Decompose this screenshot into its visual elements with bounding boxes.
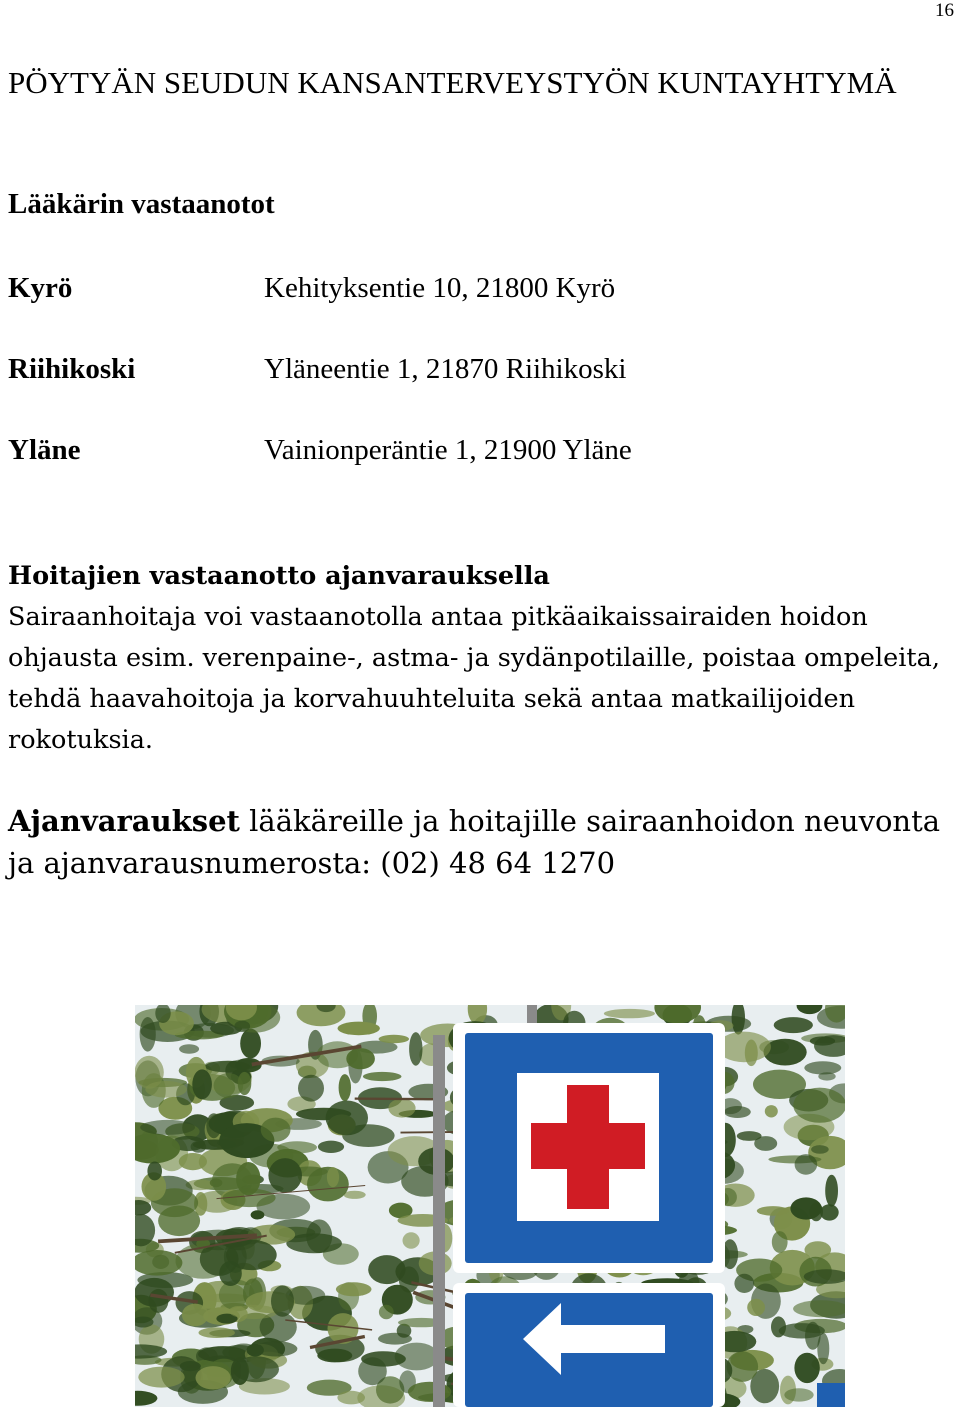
foliage-clump bbox=[379, 1305, 394, 1320]
foliage-clump bbox=[145, 1081, 187, 1098]
foliage-clump bbox=[135, 1278, 174, 1307]
foliage-clump bbox=[337, 1391, 365, 1405]
foliage-clump bbox=[271, 1285, 294, 1316]
location-name: Yläne bbox=[8, 434, 81, 466]
foliage-clump bbox=[247, 1344, 264, 1357]
foliage-clump bbox=[326, 1101, 368, 1136]
location-address: Vainionperäntie 1, 21900 Yläne bbox=[264, 434, 632, 466]
foliage-clump bbox=[179, 1044, 199, 1053]
foliage-clump bbox=[251, 1210, 265, 1219]
sign-photo-illustration bbox=[135, 1005, 845, 1407]
location-address: Kehityksentie 10, 21800 Kyrö bbox=[264, 272, 616, 304]
foliage-clump bbox=[138, 1367, 184, 1388]
section-heading-doctor-appointments: Lääkärin vastaanotot bbox=[8, 188, 275, 220]
sign-pole bbox=[527, 1005, 537, 1025]
foliage-clump bbox=[233, 1356, 279, 1382]
location-row bbox=[8, 353, 908, 393]
foliage-clump bbox=[409, 1032, 422, 1066]
foliage-clump bbox=[793, 1088, 845, 1123]
location-name: Kyrö bbox=[8, 272, 73, 304]
foliage-clump bbox=[140, 1017, 156, 1052]
foliage-clump bbox=[261, 1118, 291, 1142]
location-address: Yläneentie 1, 21870 Riihikoski bbox=[264, 353, 627, 385]
booking-text: lääkäreille ja hoitajille sairaanhoidon neuvonta ja ajanvarausnumerosta: (02) 48 64 1270 bbox=[8, 804, 941, 880]
foliage-clump bbox=[811, 1145, 829, 1154]
booking-info bbox=[8, 800, 953, 884]
foliage-clump bbox=[238, 1072, 252, 1095]
foliage-clump bbox=[804, 1061, 841, 1074]
foliage-clump bbox=[182, 1304, 209, 1327]
foliage-clump bbox=[180, 1361, 201, 1371]
foliage-clump bbox=[820, 1204, 839, 1220]
nurse-appointments-heading: Hoitajien vastaanotto ajanvarauksella bbox=[8, 561, 550, 591]
foliage-clump bbox=[234, 1021, 250, 1032]
organization-title: PÖYTYÄN SEUDUN KANSANTERVEYSTYÖN KUNTAYHTYMÄ bbox=[8, 65, 897, 100]
foliage-clump bbox=[604, 1009, 655, 1018]
foliage-clump bbox=[757, 1206, 789, 1216]
tree-branch bbox=[355, 1099, 445, 1100]
foliage-clump bbox=[737, 1131, 762, 1141]
foliage-clump bbox=[790, 1197, 821, 1219]
nurse-appointments-section bbox=[8, 556, 953, 761]
booking-lead: Ajanvaraukset bbox=[8, 804, 240, 838]
foliage-clump bbox=[327, 1167, 339, 1187]
foliage-clump bbox=[734, 1274, 754, 1293]
foliage-clump bbox=[338, 1022, 380, 1036]
foliage-clump bbox=[219, 1261, 242, 1286]
foliage-clump bbox=[747, 1299, 765, 1316]
page-number: 16 bbox=[935, 0, 954, 21]
foliage-clump bbox=[179, 1153, 207, 1170]
location-name: Riihikoski bbox=[8, 353, 136, 385]
location-row bbox=[8, 272, 908, 312]
foliage-clump bbox=[199, 1327, 235, 1338]
red-cross-icon-bar bbox=[531, 1123, 645, 1169]
foliage-clump bbox=[196, 1366, 231, 1389]
foliage-clump bbox=[765, 1105, 778, 1117]
foliage-clump bbox=[379, 1035, 409, 1043]
foliage-clump bbox=[403, 1232, 420, 1248]
foliage-clump bbox=[318, 1141, 344, 1153]
foliage-clump bbox=[298, 1075, 324, 1102]
foliage-clump bbox=[358, 1357, 387, 1385]
foliage-clump bbox=[388, 1099, 415, 1118]
foliage-clump bbox=[772, 1231, 788, 1253]
foliage-clump bbox=[268, 1158, 302, 1193]
foliage-clump bbox=[140, 1120, 195, 1135]
foliage-clump bbox=[336, 1282, 372, 1296]
foliage-clump bbox=[794, 1353, 819, 1383]
foliage-clump bbox=[795, 1154, 818, 1175]
location-row bbox=[8, 434, 908, 474]
foliage-clump bbox=[240, 1029, 261, 1059]
foliage-clump bbox=[344, 1191, 366, 1199]
foliage-clump bbox=[784, 1388, 813, 1401]
foliage-clump bbox=[363, 1072, 402, 1081]
foliage-clump bbox=[764, 1039, 807, 1066]
corner-sign-fragment bbox=[817, 1383, 845, 1407]
foliage-clump bbox=[147, 1162, 162, 1181]
foliage-clump bbox=[346, 1048, 375, 1069]
foliage-clump bbox=[339, 1074, 351, 1101]
health-center-sign-photo bbox=[135, 1005, 845, 1407]
foliage-clump bbox=[825, 1175, 838, 1207]
foliage-clump bbox=[158, 1206, 200, 1237]
foliage-clump bbox=[717, 1032, 771, 1063]
sign-pole-side bbox=[433, 1035, 445, 1407]
foliage-clump bbox=[192, 1069, 212, 1099]
foliage-clump bbox=[805, 1322, 821, 1350]
foliage-clump bbox=[774, 1017, 813, 1033]
nurse-appointments-text: Sairaanhoitaja voi vastaanotolla antaa pitkäaikaissairaiden hoidon ohjausta esim. verenpaine-, astma- ja sydänpotilaille, poistaa ompeleita, tehdä haavahoitoja ja korvahuuhteluita sekä antaa matkailijoiden rokotuksia. bbox=[8, 602, 940, 755]
